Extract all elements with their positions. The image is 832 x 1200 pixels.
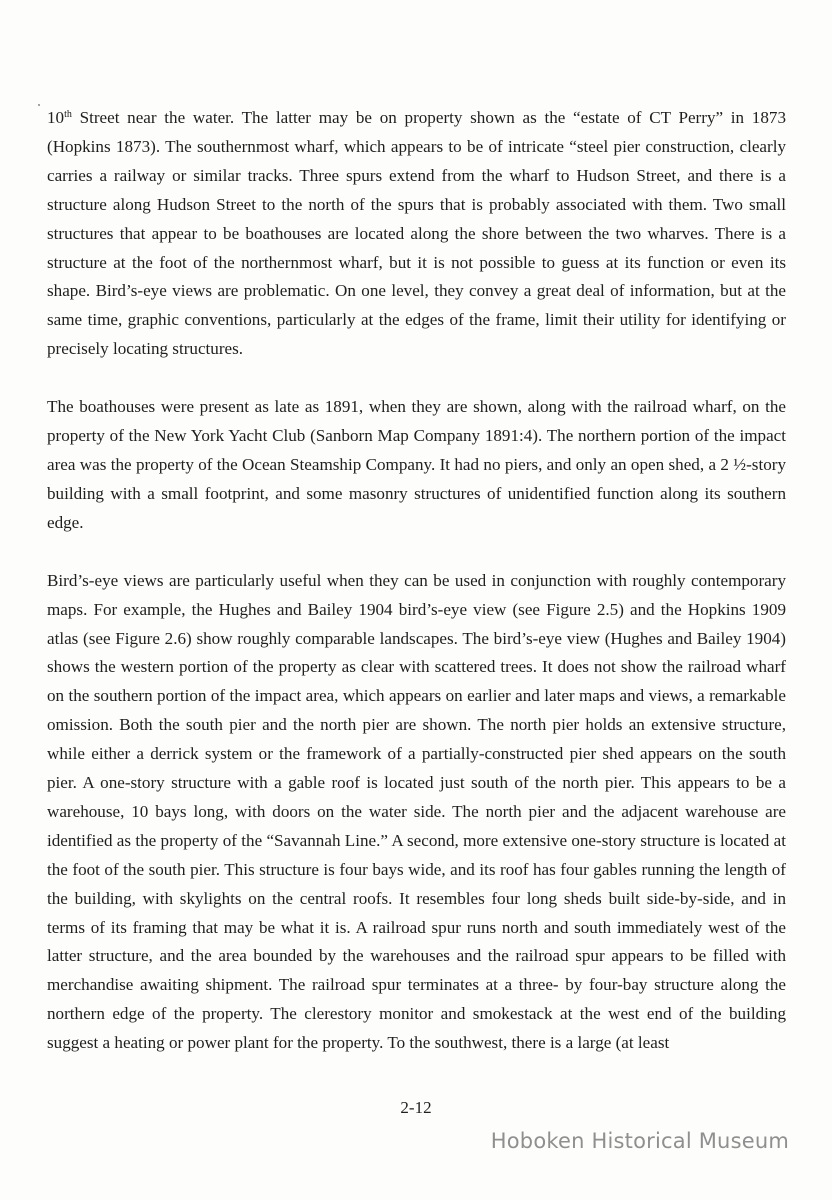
page-number: 2-12: [400, 1098, 432, 1117]
paragraph-1: [47, 104, 786, 364]
paragraph-3: Bird’s-eye views are particularly useful when they can be used in conjunction with roughly contemporary maps. For example, the Hughes and Bailey 1904 bird’s-eye view (see Figure 2.5) and the Hopkins 1909 atlas (see Figure 2.6) show roughly comparable landscapes. The bird’s-eye view (Hughes and Bailey 1904) shows the western portion of the property as clear with scattered trees. It does not show the railroad wharf on the southern portion of the impact area, which appears on earlier and later maps and views, a remarkable omission. Both the south pier and the north pier are shown. The north pier holds an extensive structure, while either a derrick system or the framework of a partially-constructed pier shed appears on the south pier. A one-story structure with a gable roof is located just south of the north pier. This appears to be a warehouse, 10 bays long, with doors on the water side. The north pier and the adjacent warehouse are identified as the property of the “Savannah Line.” A second, more extensive one-story structure is located at the foot of the south pier. This structure is four bays wide, and its roof has four gables running the length of the building, with skylights on the central roofs. It resembles four long sheds built side-by-side, and in terms of its framing that may be what it is. A railroad spur runs north and south immediately west of the latter structure, and the area bounded by the warehouses and the railroad spur appears to be filled with merchandise awaiting shipment. The railroad spur terminates at a three- by four-bay structure along the northern edge of the property. The clerestory monitor and smokestack at the west end of the building suggest a heating or power plant for the property. To the southwest, there is a large (at least: [47, 570, 786, 1053]
paragraph-1-text: Street near the water. The latter may be on property shown as the “estate of CT Perry” in 1873 (Hopkins 1873). The southernmost wharf, which appears to be of intricate “steel pier construction, clearly carries a railway or similar tracks. Three spurs extend from the wharf to Hudson Street, and there is a structure along Hudson Street to the north of the spurs that is probably associated with them. Two small structures that appear to be boathouses are located along the shore between the two wharves. There is a structure at the foot of the northernmost wharf, but it is not possible to guess at its function or even its shape. Bird’s-eye views are problematic. On one level, they convey a great deal of information, but at the same time, graphic conventions, particularly at the edges of the frame, limit their utility for identifying or precisely locating structures.: [47, 108, 786, 359]
body-text: [47, 104, 786, 1058]
scan-speck: [38, 104, 40, 106]
watermark: Hoboken Historical Museum: [490, 1129, 789, 1153]
paragraph-1-start: 10: [47, 108, 65, 127]
paragraph-2: The boathouses were present as late as 1891, when they are shown, along with the railroad wharf, on the property of the New York Yacht Club (Sanborn Map Company 1891:4). The northern portion of the impact area was the property of the Ocean Steamship Company. It had no piers, and only an open shed, a 2 ½-story building with a small footprint, and some masonry structures of unidentified function along its southern edge.: [47, 397, 786, 532]
ordinal-suffix: th: [64, 109, 72, 120]
